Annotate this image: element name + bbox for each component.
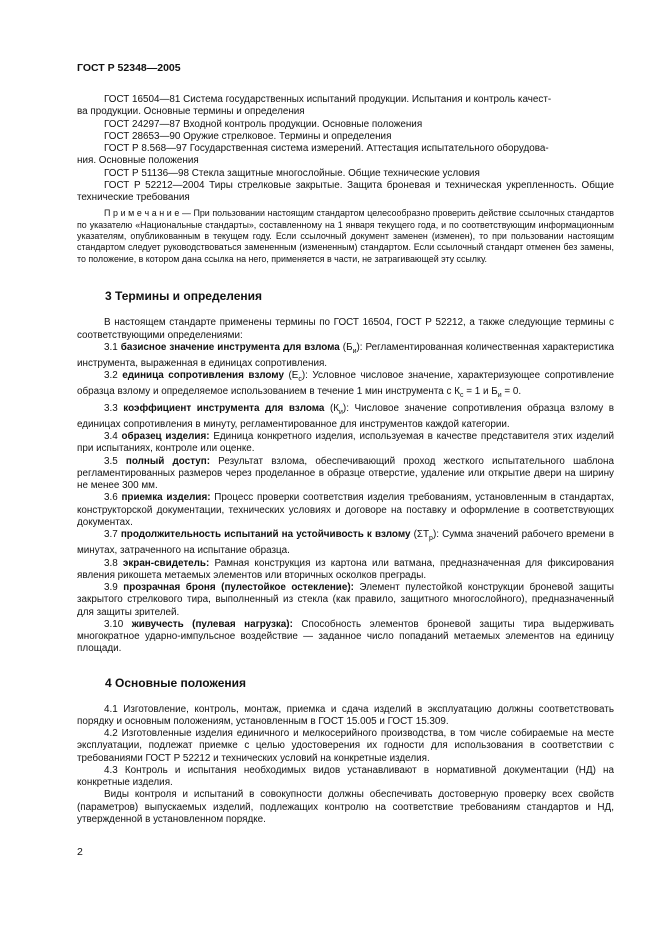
section-3-intro: В настоящем стандарте применены термины по ГОСТ 16504, ГОСТ Р 52212, а также следующие термины с соответствующими определениями:: [77, 317, 614, 341]
term-number: 3.9: [104, 582, 118, 594]
term-symbol: (К: [324, 402, 339, 414]
reference-line: ГОСТ Р 8.568—97 Государственная система измерений. Аттестация испытательного оборудова-: [104, 143, 549, 154]
term-3-7: [77, 529, 614, 557]
references-list: [77, 94, 614, 204]
reference-line: ГОСТ 16504—81 Система государственных испытаний продукции. Испытания и контроль качест-: [104, 94, 552, 105]
term-3-8: [77, 558, 614, 583]
term-name: образец изделия:: [121, 431, 210, 443]
term-symbol: (Е: [283, 370, 299, 382]
term-symbol-sub: с: [459, 392, 464, 400]
reference-line: ГОСТ 24297—87 Входной контроль продукции. Основные положения: [104, 118, 423, 130]
document-header-code: ГОСТ Р 52348—2005: [77, 62, 181, 74]
term-definition: = 1 и Б: [463, 386, 498, 398]
term-name: базисное значение инструмента для взлома: [120, 341, 340, 353]
reference-line: ГОСТ Р 51136—98 Стекла защитные многослойные. Общие технические условия: [104, 167, 480, 179]
term-name: экран-свидетель:: [122, 557, 210, 569]
term-name: единица сопротивления взлому: [122, 370, 284, 382]
section-4-paragraph: 4.1 Изготовление, контроль, монтаж, приемка и сдача изделий в эксплуатацию должны соответствовать порядку и основным положениям, установленным в ГОСТ 15.005 и ГОСТ 15.309.: [77, 703, 614, 727]
term-symbol: (ΣТ: [410, 529, 430, 541]
term-number: 3.6: [104, 492, 118, 504]
term-definition: ): Условное числовое значение, характеризующее сопротивление образца взлому и определяемое использованием в течение 1 мин инструмента с К: [77, 370, 614, 398]
term-definition: = 0.: [501, 386, 522, 398]
term-3-6: [77, 492, 614, 529]
term-name: продолжительность испытаний на устойчивость к взлому: [120, 529, 411, 541]
term-symbol-sub: и: [497, 392, 502, 400]
reference-line: ГОСТ Р 52212—2004 Тиры стрелковые закрытые. Защита броневая и техническая укрепленность. Общие технические требования: [77, 179, 614, 203]
term-definition: Единица конкретного изделия, используемая в качестве представителя этих изделий при испытаниях, контроле или оценке.: [77, 431, 614, 455]
section-3-title: 3 Термины и определения: [105, 289, 263, 304]
term-3-5: [77, 456, 614, 493]
term-definition: Рамная конструкция из картона или ватмана, предназначенная для фиксирования явления рикошета метаемых элементов или вторичных осколков преграды.: [77, 557, 614, 581]
term-number: 3.5: [104, 455, 118, 467]
term-name: прозрачная броня (пулестойкое остекление):: [123, 582, 354, 594]
term-number: 3.4: [104, 431, 118, 443]
term-symbol-sub: с: [298, 376, 302, 384]
term-definition: ): Числовое значение сопротивления образца взлому в единицах сопротивления в минуту, регламентированное для инструментов каждой категории.: [77, 402, 614, 430]
term-name: приемка изделия:: [121, 492, 211, 504]
term-symbol-sub: и: [352, 347, 357, 355]
term-definition: Процесс проверки соответствия изделия требованиям, установленным в стандартах, конструкторской документации, технических условиях и договоре на поставку и оформление в соответствующих документах.: [77, 492, 614, 528]
term-number: 3.10: [104, 618, 124, 630]
term-3-10: [77, 619, 614, 656]
term-3-2: [77, 370, 614, 402]
term-number: 3.1: [104, 341, 118, 353]
term-number: 3.2: [104, 370, 118, 382]
term-name: коэффициент инструмента для взлома: [123, 402, 325, 414]
reference-line: ния. Основные положения: [77, 155, 199, 167]
page-number: 2: [77, 846, 83, 858]
term-symbol-sub: и: [339, 408, 343, 416]
term-name: живучесть (пулевая нагрузка):: [131, 618, 293, 630]
section-4-title: 4 Основные положения: [105, 675, 247, 690]
term-3-1: [77, 342, 614, 370]
term-3-4: [77, 431, 614, 456]
section-4-paragraph: Виды контроля и испытаний в совокупности должны обеспечивать достоверную проверку всех свойств (параметров) выпускаемых изделий, подлежащих контролю на соответствие требованиям стандартов и НД, утвержденной в установленном порядке.: [77, 789, 614, 825]
term-number: 3.3: [104, 402, 118, 414]
note-text: — При пользовании настоящим стандартом целесообразно проверить действие ссылочных стандартов по указателю «Национальные стандарты», составленному на 1 января текущего года, и по соответствующим информационным указателям, опубликованным в текущем году. Если ссылочный документ заменен (изменен), то при пользовании настоящим стандартом следует руководствоваться замененным (измененным) стандартом. Если ссылочный стандарт отменен без замены, то положение, в котором дана ссылка на него, применяется в части, не затрагивающей эту ссылку.: [77, 208, 615, 264]
term-symbol: (Б: [339, 341, 353, 353]
term-number: 3.8: [104, 557, 118, 569]
note-label: П р и м е ч а н и е: [104, 208, 180, 219]
term-name: полный доступ:: [125, 455, 211, 467]
term-definition: Результат взлома, обеспечивающий проход жесткого испытательного шаблона регламентированных размеров через проделанное в образце отверстие, удаление или открытие двери на ширину не менее 300 мм.: [77, 455, 614, 492]
reference-line: ГОСТ 28653—90 Оружие стрелковое. Термины и определения: [104, 130, 392, 142]
section-4-paragraph: 4.3 Контроль и испытания необходимых видов устанавливают в нормативной документации (НД) на конкретные изделия.: [77, 764, 614, 789]
term-3-9: [77, 582, 614, 619]
term-symbol-sub: р: [429, 535, 433, 543]
section-4-paragraph: 4.2 Изготовленные изделия единичного и мелкосерийного производства, в том числе собираемые на месте эксплуатации, подлежат приемке с целью удостоверения их годности для использования в соответствии с требованиями ГОСТ Р 52212 и технических условий на конкретные изделия.: [77, 728, 614, 764]
term-definition: Способность элементов броневой защиты тира выдерживать многократное ударно-импульсное воздействие — заданное число попаданий метаемых элементов на единицу площади.: [77, 618, 614, 655]
term-definition: ): Регламентированная количественная характеристика инструмента, выраженная в единицах сопротивления.: [77, 341, 615, 369]
term-number: 3.7: [104, 529, 118, 541]
note-paragraph: [77, 208, 614, 265]
reference-line: ва продукции. Основные термины и определения: [77, 106, 305, 118]
term-3-3: [77, 403, 614, 431]
document-page: [77, 62, 614, 826]
term-definition: ): Сумма значений рабочего времени в минутах, затраченного на испытание образца.: [77, 529, 615, 557]
term-definition: Элемент пулестойкой конструкции броневой защиты закрытого стрелкового тира, выполненный из стекла (как правило, защитного многослойного), предназначенный для защиты зрителей.: [77, 582, 614, 618]
